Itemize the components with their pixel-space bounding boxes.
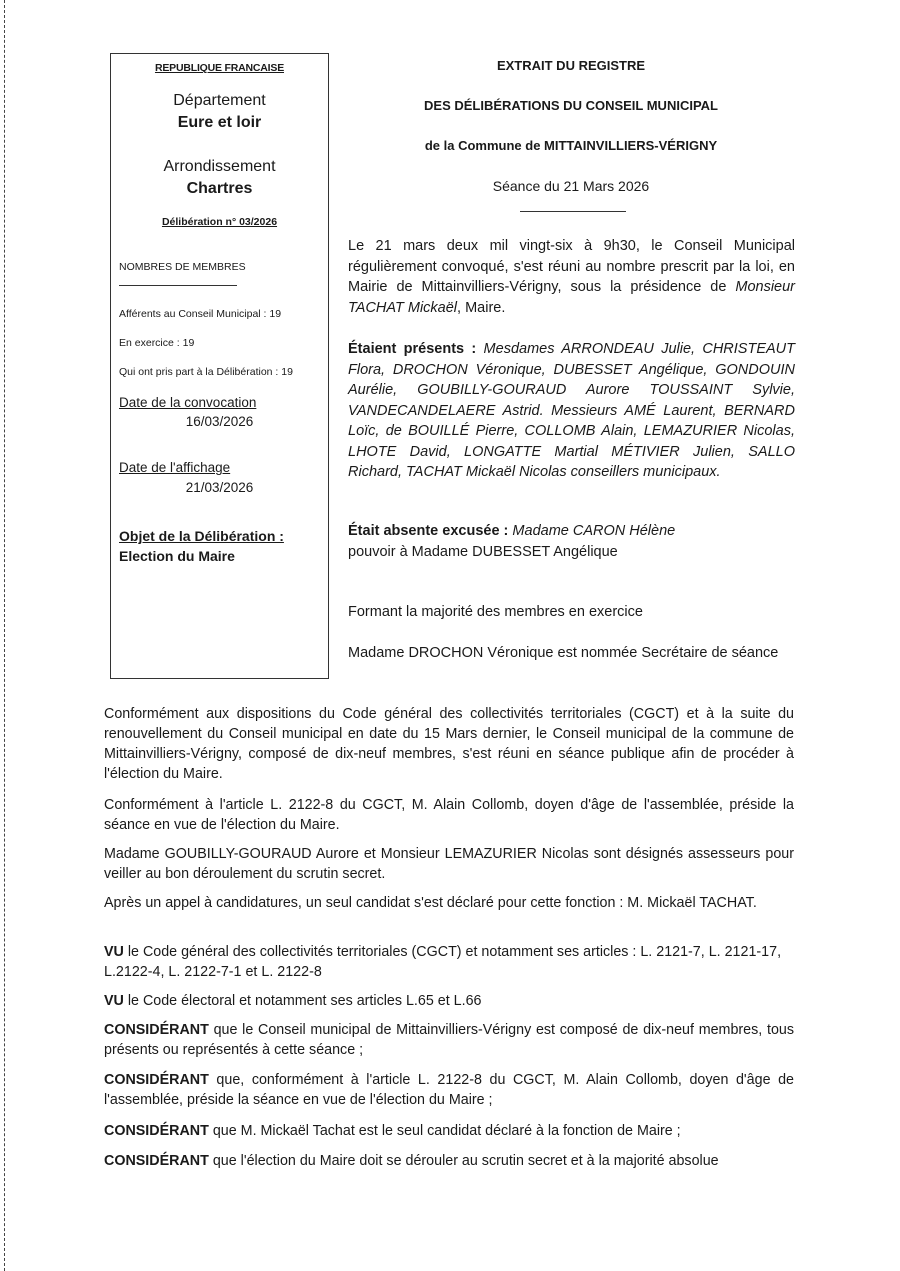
deliberation-info-box: [110, 53, 329, 679]
secretaire-text: Madame DROCHON Véronique est nommée Secrétaire de séance: [348, 645, 779, 661]
intro-paragraph: Le 21 mars deux mil vingt-six à 9h30, le Conseil Municipal régulièrement convoqué, s'est réuni au nombre prescrit par la loi, en Mairie de Mittainvilliers-Vérigny, sous la présidence de Monsieur TACHAT Mickaël, Maire.: [348, 238, 795, 316]
presents-paragraph: [348, 339, 795, 483]
date-affichage-value: 21/03/2026: [185, 480, 254, 495]
pris-part-count: Qui ont pris part à la Délibération : 19: [119, 366, 293, 378]
date-affichage-label: Date de l'affichage: [119, 460, 231, 475]
considerant-keyword: CONSIDÉRANT: [104, 1072, 209, 1088]
considerant-paragraph-4: CONSIDÉRANT que l'élection du Maire doit se dérouler au scrutin secret et à la majorité absolue: [104, 1153, 719, 1169]
presents-label: Étaient présents :: [348, 341, 477, 357]
pouvoir-text: pouvoir à Madame DUBESSET Angélique: [348, 543, 618, 560]
divider: [119, 285, 237, 286]
republique-heading: REPUBLIQUE FRANCAISE: [154, 62, 284, 74]
afferents-count: Afférents au Conseil Municipal : 19: [119, 308, 282, 320]
considerant-keyword: CONSIDÉRANT: [104, 1153, 209, 1169]
vu-paragraph-1: VU le Code général des collectivités territoriales (CGCT) et notamment ses articles : L. 2121-7, L. 2121-17, L.2122-4, L. 2122-7-1 et L. 2122-8: [104, 944, 782, 980]
objet-value: Election du Maire: [119, 548, 235, 564]
considerant-paragraph-3: CONSIDÉRANT que M. Mickaël Tachat est le seul candidat déclaré à la fonction de Maire ;: [104, 1123, 681, 1139]
presents-names: Mesdames ARRONDEAU Julie, CHRISTEAUT Flora, DROCHON Véronique, DUBESSET Angélique, GONDOUIN Aurélie, GOUBILLY-GOURAUD Aurore TOUSSAINT Sylvie, VANDECANDELAERE Astrid. Messieurs AMÉ Laurent, BERNARD Loïc, de BOUILLÉ Pierre, COLLOMB Alain, LEMAZURIER Nicolas, LHOTE David, LONGATTE Martial MÉTIVIER Julien, SALLO Richard, TACHAT Mickaël Nicolas conseillers municipaux.: [348, 341, 795, 480]
majorite-text: Formant la majorité des membres en exercice: [348, 604, 643, 620]
absent-name: Madame CARON Hélène: [512, 523, 676, 539]
seance-date: Séance du 21 Mars 2026: [492, 178, 650, 194]
arrondissement-value: Chartres: [186, 180, 253, 197]
vu-paragraph-2: VU le Code électoral et notamment ses articles L.65 et L.66: [104, 993, 482, 1009]
departement-value: Eure et loir: [177, 114, 262, 131]
date-convocation-value: 16/03/2026: [185, 414, 254, 429]
en-exercice-count: En exercice : 19: [119, 337, 195, 349]
objet-label: Objet de la Délibération :: [119, 528, 284, 544]
body-paragraph-3: Madame GOUBILLY-GOURAUD Aurore et Monsieur LEMAZURIER Nicolas sont désignés assesseurs pour veiller au bon déroulement du scrutin secret.: [104, 846, 794, 882]
considerant-paragraph-1: CONSIDÉRANT que le Conseil municipal de Mittainvilliers-Vérigny est composé de dix-neuf membres, tous présents ou représentés à cette séance ;: [104, 1022, 794, 1058]
body-paragraph-2: Conformément à l'article L. 2122-8 du CGCT, M. Alain Collomb, doyen d'âge de l'assemblée, préside la séance en vue de l'élection du Maire.: [104, 797, 794, 833]
deliberation-number: Délibération n° 03/2026: [161, 216, 278, 228]
date-convocation-label: Date de la convocation: [119, 395, 257, 410]
considerant-paragraph-2: CONSIDÉRANT que, conformément à l'article L. 2122-8 du CGCT, M. Alain Collomb, doyen d'âge de l'assemblée, préside la séance en vue de l'élection du Maire ;: [104, 1072, 794, 1108]
title-extrait: EXTRAIT DU REGISTRE: [496, 58, 646, 73]
header-divider: [520, 211, 626, 212]
absents-paragraph: [348, 521, 795, 562]
considerant-keyword: CONSIDÉRANT: [104, 1022, 209, 1038]
vu-keyword: VU: [104, 993, 124, 1009]
body-paragraph-4: Après un appel à candidatures, un seul candidat s'est déclaré pour cette fonction : M. Mickaël TACHAT.: [104, 895, 757, 911]
title-commune: de la Commune de MITTAINVILLIERS-VÉRIGNY: [424, 138, 718, 153]
scan-edge-line: [4, 0, 5, 1271]
departement-label: Département: [173, 92, 266, 109]
nombres-membres-heading: NOMBRES DE MEMBRES: [119, 261, 246, 273]
body-paragraph-1: Conformément aux dispositions du Code général des collectivités territoriales (CGCT) et à la suite du renouvellement du Conseil municipal en date du 15 Mars dernier, le Conseil municipal de la commune de Mittainvilliers-Vérigny, composé de dix-neuf membres, s'est réuni en séance publique afin de procéder à l'élection du Maire.: [104, 706, 794, 782]
title-deliberations: DES DÉLIBÉRATIONS DU CONSEIL MUNICIPAL: [424, 98, 718, 113]
president-name: Monsieur TACHAT Mickaël: [348, 279, 795, 316]
absents-label: Était absente excusée :: [348, 523, 509, 539]
arrondissement-label: Arrondissement: [163, 158, 276, 175]
vu-keyword: VU: [104, 944, 124, 960]
considerant-keyword: CONSIDÉRANT: [104, 1123, 209, 1139]
